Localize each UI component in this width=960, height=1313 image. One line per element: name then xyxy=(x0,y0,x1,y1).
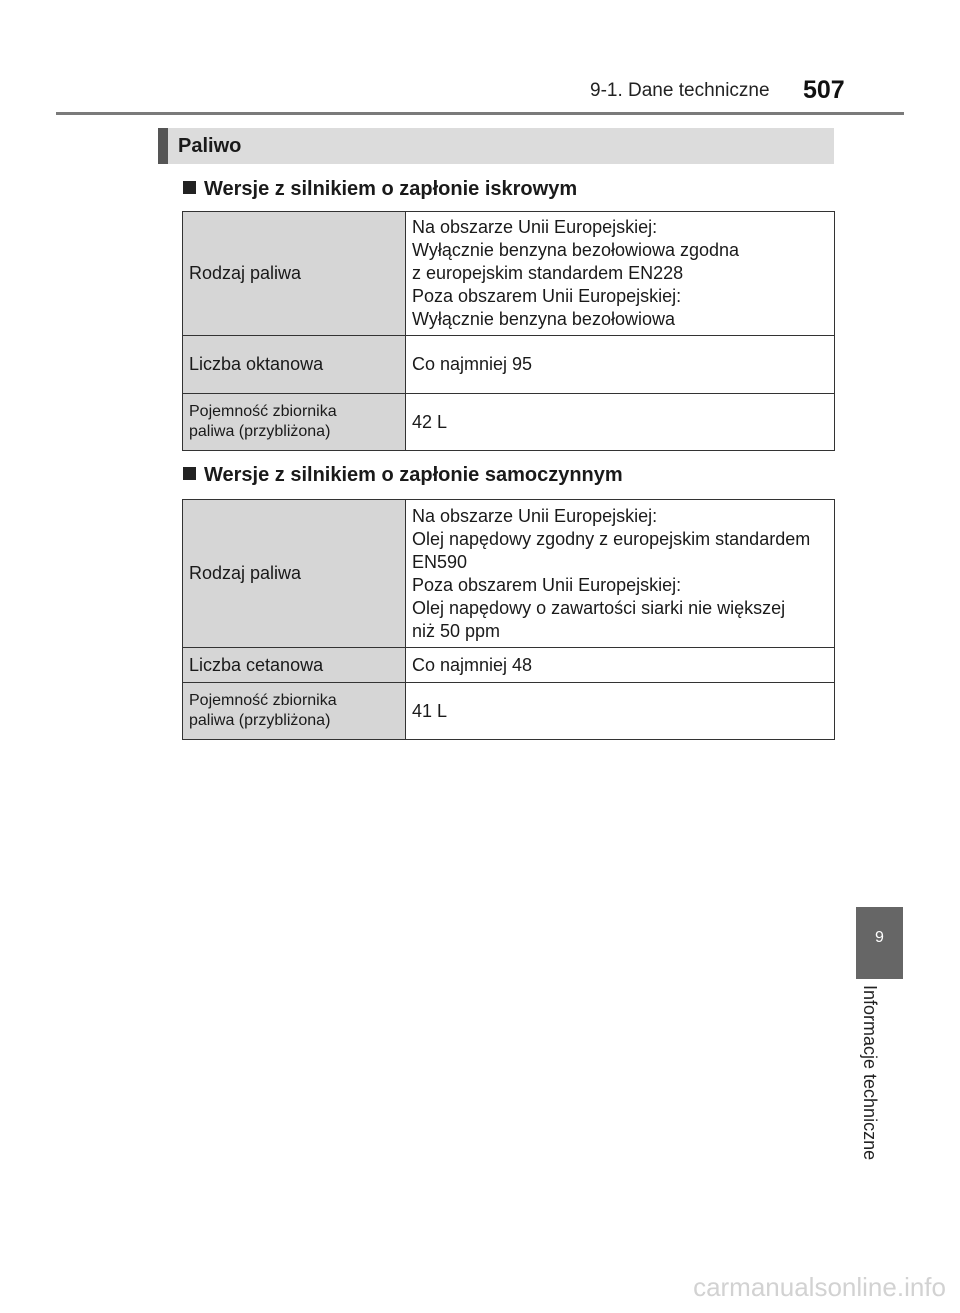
row-value xyxy=(406,212,835,336)
petrol-spec-table xyxy=(182,211,835,451)
table-row xyxy=(183,394,835,451)
value-line: EN590 xyxy=(412,551,468,572)
table-row xyxy=(183,500,835,648)
value-line: Wyłącznie benzyna bezołowiowa zgodna xyxy=(412,240,740,260)
watermark: carmanualsonline.info xyxy=(693,1272,946,1302)
subheading-petrol xyxy=(183,178,577,201)
table-row xyxy=(183,648,835,683)
table-row xyxy=(183,683,835,740)
section-title-bar xyxy=(158,128,834,164)
chapter-title: Informacje techniczne xyxy=(860,985,880,1161)
table-row xyxy=(183,336,835,394)
subheading-diesel xyxy=(183,464,623,487)
row-value: Co najmniej 48 xyxy=(406,648,835,683)
row-label: Liczba cetanowa xyxy=(183,648,406,683)
label-line: paliwa (przybliżona) xyxy=(189,423,331,440)
subheading-text: Wersje z silnikiem o zapłonie samoczynnym xyxy=(204,464,623,486)
square-bullet-icon xyxy=(183,467,196,480)
row-value: Co najmniej 95 xyxy=(406,336,835,394)
running-header-section: 9-1. Dane techniczne xyxy=(590,80,770,101)
value-line: Na obszarze Unii Europejskiej: xyxy=(412,217,658,237)
value-line: niż 50 ppm xyxy=(412,620,501,641)
label-line: Pojemność zbiornika xyxy=(189,403,337,420)
page-number: 507 xyxy=(803,76,845,104)
diesel-spec-table xyxy=(182,499,835,740)
row-value: 41 L xyxy=(406,683,835,740)
row-label xyxy=(183,683,406,740)
chapter-number: 9 xyxy=(875,929,884,946)
row-label: Rodzaj paliwa xyxy=(183,212,406,336)
row-label: Liczba oktanowa xyxy=(183,336,406,394)
label-line: paliwa (przybliżona) xyxy=(189,712,331,729)
value-line: z europejskim standardem EN228 xyxy=(412,263,684,283)
value-line: Olej napędowy zgodny z europejskim standardem xyxy=(412,528,811,549)
section-accent-mark xyxy=(158,128,168,164)
value-line: Poza obszarem Unii Europejskiej: xyxy=(412,574,682,595)
value-line: Olej napędowy o zawartości siarki nie większej xyxy=(412,597,786,618)
subheading-text: Wersje z silnikiem o zapłonie iskrowym xyxy=(204,178,578,200)
value-line: Na obszarze Unii Europejskiej: xyxy=(412,505,658,526)
row-label: Rodzaj paliwa xyxy=(183,500,406,648)
square-bullet-icon xyxy=(183,181,196,194)
chapter-tab xyxy=(856,907,903,979)
label-line: Pojemność zbiornika xyxy=(189,692,337,709)
value-line: Wyłącznie benzyna bezołowiowa xyxy=(412,309,675,329)
value-line: Poza obszarem Unii Europejskiej: xyxy=(412,286,682,306)
row-value: 42 L xyxy=(406,394,835,451)
table-row xyxy=(183,212,835,336)
section-title: Paliwo xyxy=(178,135,242,157)
row-label xyxy=(183,394,406,451)
row-value xyxy=(406,500,835,648)
header-divider xyxy=(56,112,904,115)
